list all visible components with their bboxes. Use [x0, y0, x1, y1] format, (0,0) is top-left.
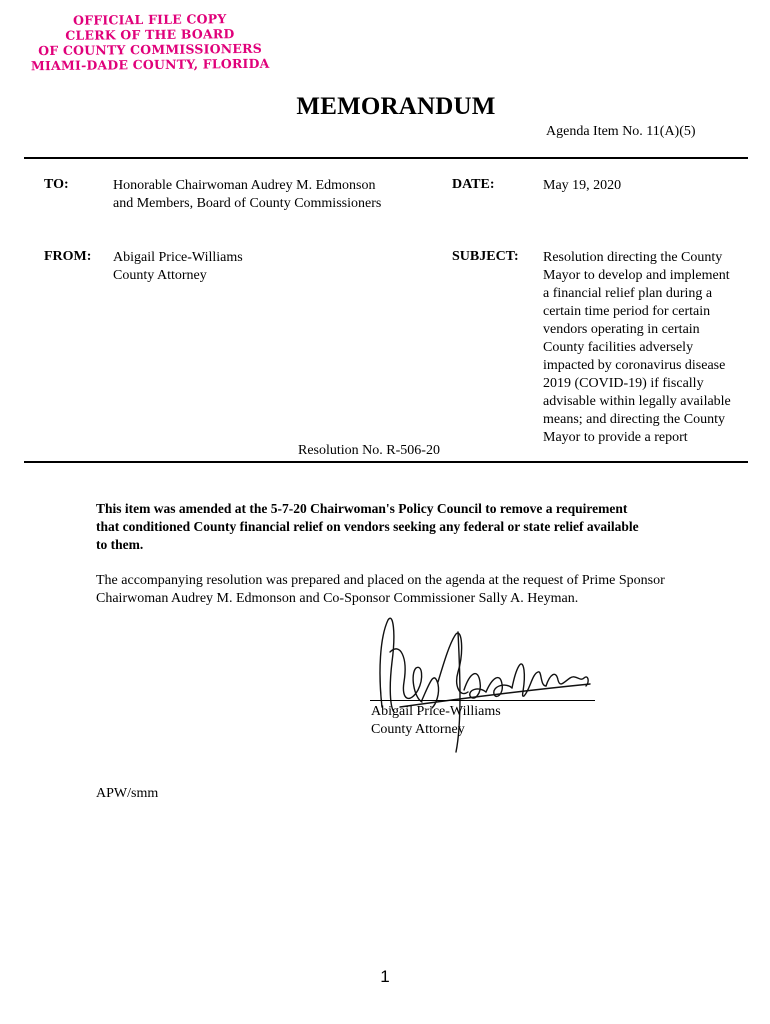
- signatory-block: [371, 703, 501, 739]
- body-line: The accompanying resolution was prepared and placed on the agenda at the request of Prime Sponsor: [96, 573, 665, 588]
- stamp-line: OF COUNTY COMMISSIONERS: [38, 40, 262, 59]
- from-value: [113, 249, 243, 285]
- typist-initials: APW/smm: [96, 786, 159, 801]
- subject-line: County facilities adversely: [543, 340, 694, 355]
- subject-line: impacted by coronavirus disease: [543, 358, 726, 373]
- to-value: [113, 177, 381, 213]
- subject-line: advisable within legally available: [543, 394, 731, 409]
- header-divider: [24, 157, 748, 159]
- body-line: Chairwoman Audrey M. Edmonson and Co-Sponsor Commissioner Sally A. Heyman.: [96, 591, 579, 606]
- from-label: FROM:: [44, 249, 92, 264]
- subject-line: means; and directing the County: [543, 412, 725, 427]
- body-paragraph: [96, 572, 665, 608]
- header-bottom-divider: [24, 461, 748, 463]
- subject-line: certain time period for certain: [543, 304, 711, 319]
- page-number: 1: [380, 967, 390, 986]
- subject-line: a financial relief plan during a: [543, 286, 713, 301]
- to-line: and Members, Board of County Commissioners: [113, 196, 382, 211]
- stamp-line: CLERK OF THE BOARD: [65, 26, 235, 43]
- date-label: DATE:: [452, 177, 495, 192]
- official-file-copy-stamp: [20, 11, 281, 74]
- signatory-title: County Attorney: [371, 722, 465, 737]
- resolution-number: Resolution No. R-506-20: [298, 443, 440, 458]
- subject-line: vendors operating in certain: [543, 322, 700, 337]
- subject-line: Mayor to develop and implement: [543, 268, 730, 283]
- subject-label: SUBJECT:: [452, 249, 519, 264]
- amendment-line: that conditioned County financial relief on vendors seeking any federal or state relief available: [96, 519, 639, 534]
- subject-line: 2019 (COVID-19) if fiscally: [543, 376, 704, 391]
- to-line: Honorable Chairwoman Audrey M. Edmonson: [113, 178, 376, 193]
- memo-title: MEMORANDUM: [296, 93, 496, 120]
- stamp-line: OFFICIAL FILE COPY: [73, 11, 227, 28]
- amendment-line: to them.: [96, 537, 144, 552]
- subject-line: Resolution directing the County: [543, 250, 723, 265]
- subject-value: [543, 249, 731, 447]
- from-line: County Attorney: [113, 268, 207, 283]
- signature-line: [370, 700, 595, 701]
- amendment-note: [96, 500, 716, 554]
- stamp-line: MIAMI-DADE COUNTY, FLORIDA: [30, 55, 270, 74]
- agenda-item-number: Agenda Item No. 11(A)(5): [546, 124, 696, 139]
- handwritten-signature: [360, 612, 610, 762]
- signatory-name: Abigail Price-Williams: [371, 704, 501, 719]
- date-value: May 19, 2020: [543, 178, 622, 193]
- to-label: TO:: [44, 177, 69, 192]
- amendment-line: This item was amended at the 5-7-20 Chairwoman's Policy Council to remove a requirement: [96, 501, 628, 516]
- from-line: Abigail Price-Williams: [113, 250, 243, 265]
- subject-line: Mayor to provide a report: [543, 430, 688, 445]
